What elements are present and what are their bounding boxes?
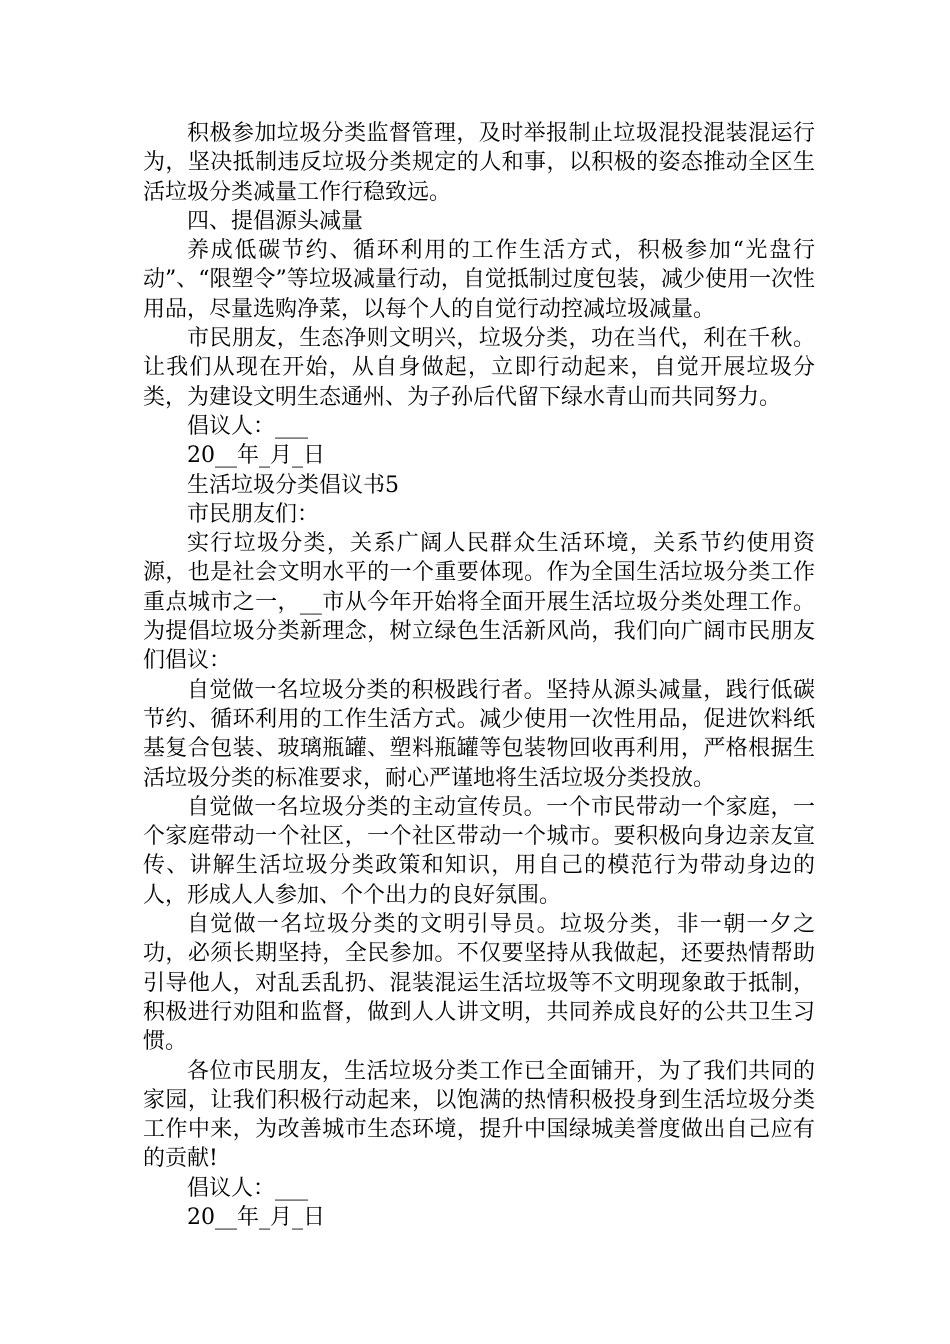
signature-line: 倡议人：___ [187, 413, 309, 439]
paragraph-guide: 自觉做一名垃圾分类的文明引导员。垃圾分类，非一朝一夕之功，必须长期坚持，全民参加。不仅要坚持从我做起，还要热情帮助引导他人，对乱丢乱扔、混装混运生活垃圾等不文明现象敢于抵制，积极进行劝阻和监督，做到人人讲文明，共同养成良好的公共卫生习惯。 [143, 912, 815, 1055]
document-title: 生活垃圾分类倡议书5 [187, 472, 399, 498]
date-line: 20__年_月_日 [187, 443, 325, 469]
document-body [143, 119, 815, 1232]
date-line-2: 20__年_月_日 [187, 1204, 325, 1230]
paragraph-conclusion: 各位市民朋友，生活垃圾分类工作已全面铺开，为了我们共同的家园，让我们积极行动起来，以饱满的热情积极投身到生活垃圾分类工作中来，为改善城市生态环境，提升中国绿城美誉度做出自己应有的贡献! [143, 1058, 815, 1172]
paragraph-practitioner: 自觉做一名垃圾分类的积极践行者。坚持从源头减量，践行低碳节约、循环利用的工作生活方式。减少使用一次性用品，促进饮料纸基复合包装、玻璃瓶罐、塑料瓶罐等包装物回收再利用，严格根据生活垃圾分类的标准要求，耐心严谨地将生活垃圾分类投放。 [143, 677, 815, 791]
paragraph-low-carbon: 养成低碳节约、循环利用的工作生活方式，积极参加“光盘行动”、“限塑令”等垃圾减量行动，自觉抵制过度包装，减少使用一次性用品，尽量选购净菜，以每个人的自觉行动控减垃圾减量。 [143, 238, 815, 322]
salutation: 市民朋友们： [187, 501, 320, 527]
paragraph-supervision: 积极参加垃圾分类监督管理，及时举报制止垃圾混投混装混运行为，坚决抵制违反垃圾分类规定的人和事，以积极的姿态推动全区生活垃圾分类减量工作行稳致远。 [143, 121, 815, 205]
paragraph-promoter: 自觉做一名垃圾分类的主动宣传员。一个市民带动一个家庭，一个家庭带动一个社区，一个社区带动一个城市。要积极向身边亲友宣传、讲解生活垃圾分类政策和知识，用自己的模范行为带动身边的人，形成人人参加、个个出力的良好氛围。 [143, 794, 815, 908]
section-heading-source-reduction: 四、提倡源头减量 [187, 208, 364, 234]
paragraph-closing-appeal: 市民朋友，生态净则文明兴，垃圾分类，功在当代，利在千秋。让我们从现在开始，从自身做起，立即行动起来，自觉开展垃圾分类，为建设文明生态通州、为子孙后代留下绿水青山而共同努力。 [143, 326, 815, 410]
paragraph-introduction: 实行垃圾分类，关系广阔人民群众生活环境，关系节约使用资源，也是社会文明水平的一个重要体现。作为全国生活垃圾分类工作重点城市之一，__市从今年开始将全面开展生活垃圾分类处理工作。为提倡垃圾分类新理念，树立绿色生活新风尚，我们向广阔市民朋友们倡议： [143, 531, 815, 674]
signature-line-2: 倡议人：___ [187, 1175, 309, 1201]
